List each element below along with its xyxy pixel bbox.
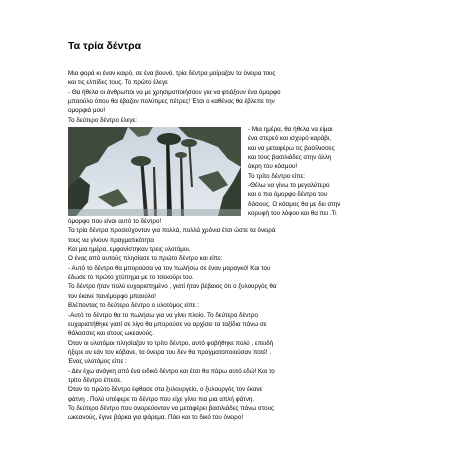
text-line: ωκεανούς, έγινε βάρκα για ψάρεμα. Πάει και το δικό του όνειρο! xyxy=(68,414,244,422)
text-line: άκρη του κόσμου! xyxy=(248,163,298,171)
intro-paragraph xyxy=(68,69,386,125)
text-line: τον έκανε πανέμορφο μπαούλο! xyxy=(68,292,157,300)
text-line: ένα στερεό και ισχυρό καράβι, xyxy=(248,135,331,143)
text-line: - Θα ήθελα οι άνθρωποι να με χρησιμοποιήσουν για να φτιάξουν ένα όμορφο xyxy=(68,88,281,96)
text-line: και να μεταφέρω τις βασίλισσες xyxy=(248,144,335,152)
text-line: Το δεύτερο δέντρο έλεγε: xyxy=(68,116,138,124)
text-line: ομορφιά μου! xyxy=(68,107,106,115)
text-line: δάσους. Ο κόσμος θα με δει στην xyxy=(248,200,341,208)
text-line: Το τρίτο δέντρο είπε: xyxy=(248,172,305,180)
text-line: Όταν οι υλοτόμοι πλησίαζαν το τρίτο δέντρο, αυτό φοβήθηκε πολύ , επειδή xyxy=(68,339,274,347)
text-line: μπαούλο όπου θα έβαζαν πολύτιμες πέτρες! Έτσι ο καθένας θα έβλεπε την xyxy=(68,98,275,106)
text-line: και ο πιο όμορφο δέντρο του xyxy=(248,191,328,199)
text-line: τους να γίνουν πραγματικότητα xyxy=(68,236,154,244)
text-line: έδωσε το πρώτο χτύπημα με το τσεκούρι του. xyxy=(68,274,194,282)
image-with-text xyxy=(68,125,386,217)
text-line: Μια φορά κι έναν καιρό, σε ένα βουνό, τρία δέντρα μοίραζαν τα όνειρα τους xyxy=(68,70,276,77)
text-line: και τις ελπίδες τους. Το πρώτο έλεγε xyxy=(68,79,168,87)
text-line: τρίτο δέντρο έπεσε. xyxy=(68,376,122,384)
text-line: Βλέποντας το δεύτερο δέντρο ο υλοτόμος είπε : xyxy=(68,302,200,310)
text-line: - Αυτό το δέντρο θα μπορούσα να τον πωλήσω σε έναν μαραγκό! Και του xyxy=(68,264,271,272)
text-line: ήξερε αν εάν τον κόβανε, τα όνειρα του δεν θα πραγματοποιούσαν ποτέ! . xyxy=(68,348,272,356)
trees-photo-graphic xyxy=(68,127,241,216)
text-line: Το δέντρο ήταν πολύ ευχαριστημένο , γιατί ήταν βέβαιος ότι ο ξυλουργός θα xyxy=(68,283,277,291)
text-line: -Θέλω να γίνω το μεγαλύτερο xyxy=(248,182,330,190)
text-line: - Δεν έχω ανάγκη από ένα ειδικό δέντρο και έτσι θα πάρω αυτό εδώ! Και το xyxy=(68,367,275,375)
text-line: -Αυτό το δέντρο θα το πωλήσω για να γίνει πλοίο. Το δεύτερο δέντρο xyxy=(68,311,258,319)
text-line: όμορφο που είναι αυτό το δέντρο! xyxy=(68,218,162,226)
text-line: Το δεύτερο δέντρο που ονειρεύονταν να μεταφέρει βασιλιάδες πάνω στους xyxy=(68,404,274,412)
text-line: ευχαριστήθηκε γιατί σε λίγο θα μπορούσε να αρχίσει τα ταξίδια πάνω σε xyxy=(68,320,267,328)
text-line: Ένας υλοτόμος είπε : xyxy=(68,358,127,366)
text-line: Τα τρία δέντρα προσεύχονταν για πολλά, πολλά χρόνια έτσι ώστε τα όνειρά xyxy=(68,227,276,235)
text-line: - Μια ημέρα, θα ήθελα να είμαι xyxy=(248,126,333,134)
main-paragraph xyxy=(68,217,386,423)
document-title: Τα τρία δέντρα xyxy=(68,40,142,52)
text-line: Ο ένας από αυτούς πλησίασε το πρώτο δέντρο και είπε: xyxy=(68,255,223,263)
text-line: θάλασσες και στους ωκεανούς. xyxy=(68,330,154,338)
text-line: και τους βασιλιάδες στην άλλη xyxy=(248,154,332,162)
text-line: Όταν το πρώτο δέντρο έφθασε στα ξυλουργείο, ο ξυλουργός τον έκανε xyxy=(68,386,263,394)
text-line: Και μια ημέρα, εμφανίστηκαν τρεις υλοτόμοι. xyxy=(68,246,191,254)
text-line: φάτνη . Πολύ υπέφερε το δέντρο που είχε γίνει πια μια απλή φάτνη. xyxy=(68,395,255,403)
document-body xyxy=(68,69,386,423)
trees-photo xyxy=(68,127,241,216)
text-line: κορυφή του λόφου και θα πει .Τι xyxy=(248,210,337,218)
side-paragraph xyxy=(248,125,388,218)
document-page xyxy=(68,40,386,423)
